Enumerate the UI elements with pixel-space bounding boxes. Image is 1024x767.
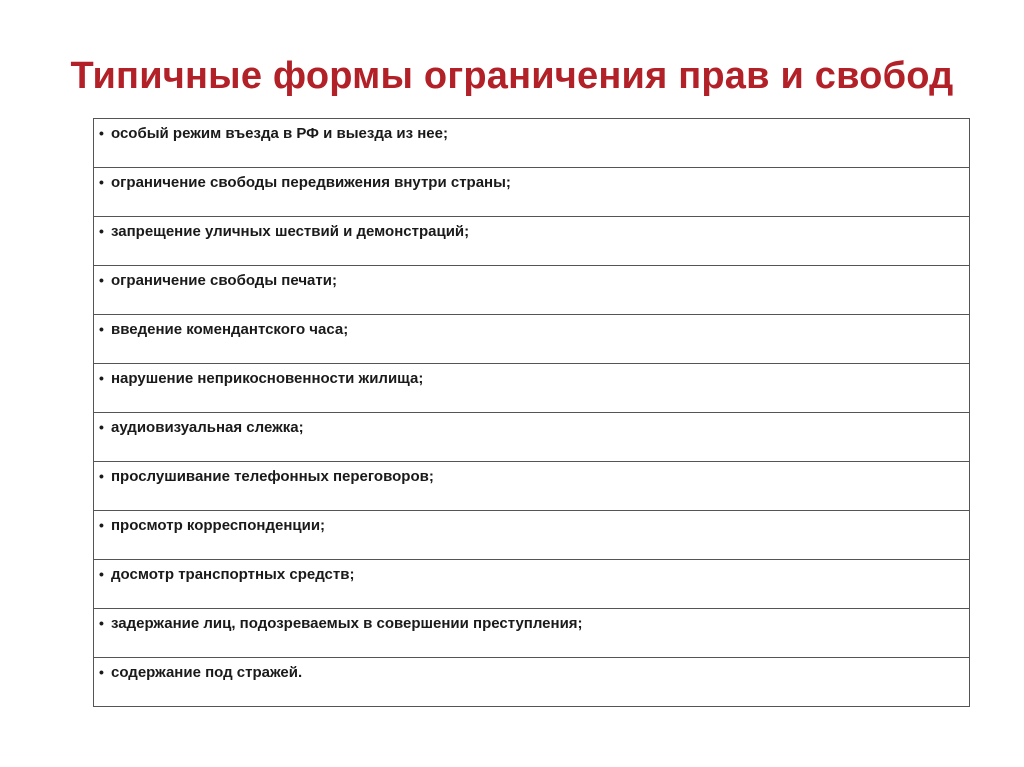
table-row [94,315,970,364]
table-cell [94,413,970,462]
list-item-text: ограничение свободы печати; [111,272,337,289]
table-cell [94,266,970,315]
bullet-icon: • [99,370,104,386]
bullet-icon: • [99,223,104,239]
bullet-icon: • [99,125,104,141]
list-item-text: нарушение неприкосновенности жилища; [111,370,424,387]
table-cell [94,364,970,413]
table-cell [94,658,970,707]
list-item-text: просмотр корреспонденции; [111,517,326,534]
bullet-icon: • [99,272,104,288]
table-row [94,413,970,462]
list-item-text: досмотр транспортных средств; [111,566,355,583]
table-row [94,217,970,266]
table-row [94,462,970,511]
bullet-icon: • [99,174,104,190]
table-row [94,560,970,609]
table-cell [94,217,970,266]
bullet-icon: • [99,321,104,337]
list-item-text: введение комендантского часа; [111,321,349,338]
list-item-text: прослушивание телефонных переговоров; [111,468,434,485]
table-cell [94,609,970,658]
list-item-text: особый режим въезда в РФ и выезда из нее; [111,125,448,142]
bullet-icon: • [99,419,104,435]
table-cell [94,560,970,609]
table-row [94,364,970,413]
slide-title: Типичные формы ограничения прав и свобод [70,55,954,97]
table-cell [94,315,970,364]
table-row [94,511,970,560]
table-row [94,609,970,658]
bullet-icon: • [99,517,104,533]
list-item-text: задержание лиц, подозреваемых в совершении преступления; [111,615,583,632]
list-item-text: запрещение уличных шествий и демонстраций; [111,223,470,240]
restrictions-table [93,118,970,707]
table-row [94,168,970,217]
table-cell [94,168,970,217]
table-row [94,658,970,707]
bullet-icon: • [99,664,104,680]
table-row [94,266,970,315]
list-item-text: аудиовизуальная слежка; [111,419,304,436]
bullet-icon: • [99,468,104,484]
list-item-text: содержание под стражей. [111,664,303,681]
list-item-text: ограничение свободы передвижения внутри страны; [111,174,511,191]
table-cell [94,462,970,511]
table-row [94,119,970,168]
bullet-icon: • [99,615,104,631]
table-cell [94,119,970,168]
bullet-icon: • [99,566,104,582]
table-cell [94,511,970,560]
